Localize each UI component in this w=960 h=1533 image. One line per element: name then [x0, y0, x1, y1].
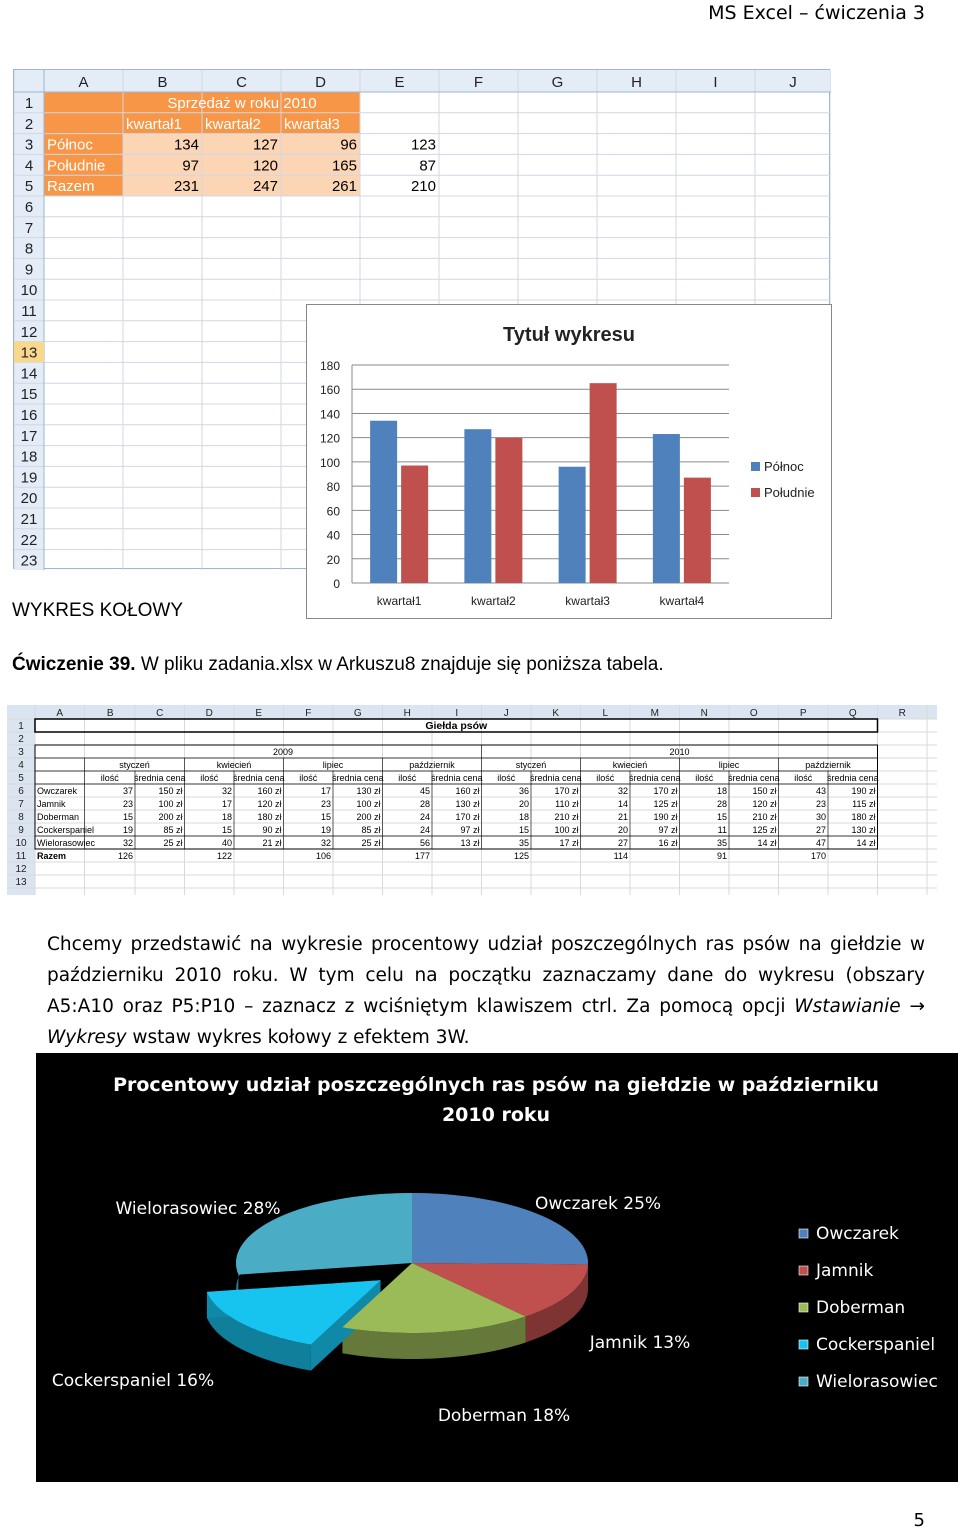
- year-header: 2009: [272, 747, 294, 757]
- cell-value: 20: [617, 825, 628, 835]
- column-header[interactable]: E: [394, 74, 405, 91]
- row-header[interactable]: 10: [15, 838, 27, 849]
- row-header[interactable]: 8: [18, 812, 24, 823]
- column-header[interactable]: L: [602, 708, 609, 719]
- y-tick-label: 160: [319, 383, 340, 398]
- chart-title-line: Procentowy udział poszczególnych ras psów na giełdzie w październiku: [113, 1074, 879, 1096]
- column-header[interactable]: A: [78, 74, 89, 91]
- column-header[interactable]: P: [799, 708, 807, 719]
- cell-value: 14: [617, 799, 628, 809]
- cell-value: 16 zł: [658, 838, 678, 848]
- sub-header: ilość: [695, 773, 714, 783]
- column-header[interactable]: M: [650, 708, 659, 719]
- row-header[interactable]: 14: [20, 365, 38, 383]
- sheet2-grid: [7, 705, 937, 895]
- spreadsheet-sales: [13, 69, 830, 608]
- column-header[interactable]: J: [503, 708, 509, 719]
- total-value: 114: [613, 851, 628, 861]
- bar-south: [495, 438, 522, 583]
- quarter-header: kwartał4: [363, 115, 419, 133]
- cell-value: 97 zł: [460, 825, 480, 835]
- chart-title-line: 2010 roku: [441, 1104, 551, 1126]
- breed-label: Jamnik: [37, 799, 66, 809]
- cell-value: 15: [122, 812, 133, 822]
- x-tick-label: kwartał4: [659, 594, 705, 608]
- cell-fill: [123, 154, 360, 175]
- exercise-line: [12, 654, 664, 676]
- cell-value: 35: [518, 838, 529, 848]
- column-header[interactable]: G: [551, 74, 564, 91]
- sub-header: średnia cena: [430, 773, 483, 783]
- row-header[interactable]: 12: [20, 323, 38, 341]
- cell-value: 25 zł: [163, 838, 183, 848]
- month-header: lipiec: [718, 760, 740, 770]
- legend-label: Południe: [764, 485, 815, 500]
- sub-header: ilość: [497, 773, 516, 783]
- cell-value: 210 zł: [752, 812, 777, 822]
- cell-value: 23: [815, 799, 826, 809]
- cell-value: 32: [221, 786, 232, 796]
- bar-south: [401, 466, 428, 583]
- cell-value: 24: [419, 825, 430, 835]
- row-label: Południe: [47, 157, 106, 175]
- cell-value: 32: [122, 838, 133, 848]
- breed-label: Doberman: [37, 812, 80, 822]
- row-header[interactable]: 3: [24, 136, 34, 154]
- row-header[interactable]: 21: [20, 511, 38, 528]
- cell-value: 18: [221, 812, 232, 822]
- cell-value: 150 zł: [158, 786, 183, 796]
- y-tick-label: 120: [319, 431, 340, 446]
- row-header[interactable]: 1: [18, 721, 24, 732]
- cell-value: 97 zł: [658, 825, 678, 835]
- x-tick-label: kwartał3: [565, 594, 610, 608]
- exercise-label: Ćwiczenie 39.: [12, 654, 136, 675]
- cell-value: 19: [320, 825, 331, 835]
- cell-value: 56: [419, 838, 430, 848]
- bar-chart: [306, 304, 832, 619]
- cell-value: 160 zł: [455, 786, 480, 796]
- cell-value: 18: [716, 786, 727, 796]
- chart-title: [113, 1074, 879, 1126]
- cell-value: 127: [252, 136, 278, 154]
- column-header[interactable]: K: [552, 708, 560, 719]
- y-tick-label: 180: [319, 359, 340, 373]
- column-header[interactable]: H: [631, 74, 642, 91]
- legend-label: Owczarek: [816, 1224, 899, 1244]
- total-label: Razem: [37, 851, 67, 861]
- total-value: 125: [513, 851, 529, 861]
- cell-value: 87: [419, 157, 436, 175]
- column-header[interactable]: G: [353, 708, 362, 719]
- sub-header: ilość: [596, 773, 615, 783]
- legend-swatch: [799, 1303, 808, 1312]
- row-header[interactable]: 5: [24, 178, 34, 196]
- legend-swatch: [799, 1340, 808, 1349]
- spreadsheet-dog-market: [7, 705, 937, 895]
- data-label: Wielorasowiec 28%: [115, 1199, 281, 1219]
- cell-value: 100 zł: [158, 799, 183, 809]
- legend-label: Północ: [764, 459, 804, 474]
- cell-value: 20: [518, 799, 529, 809]
- sub-header: ilość: [398, 773, 417, 783]
- cell-value: 180 zł: [257, 812, 282, 822]
- cell-value: 200 zł: [356, 812, 381, 822]
- option-insert: Wstawianie: [794, 996, 901, 1017]
- cell-value: 27: [815, 825, 826, 835]
- data-label: Doberman 18%: [437, 1406, 571, 1426]
- cell-fill: [123, 134, 360, 155]
- legend-label: Doberman: [816, 1298, 906, 1318]
- row-header[interactable]: 9: [18, 825, 24, 836]
- cell-value: 120 zł: [752, 799, 777, 809]
- cell-value: 13 zł: [460, 838, 480, 848]
- x-tick-label: kwartał1: [376, 594, 422, 608]
- month-header: styczeń: [119, 760, 150, 770]
- column-header[interactable]: B: [106, 708, 114, 719]
- row-header[interactable]: 4: [24, 157, 34, 175]
- cell-value: 35: [716, 838, 727, 848]
- row-header[interactable]: 23: [20, 552, 38, 570]
- cell-value: 14 zł: [757, 838, 777, 848]
- row-header[interactable]: 16: [20, 407, 38, 424]
- column-header-bar: [14, 70, 831, 92]
- row-header[interactable]: 11: [21, 303, 37, 320]
- column-header[interactable]: A: [56, 708, 64, 719]
- page-number: 5: [913, 1510, 925, 1531]
- column-header[interactable]: D: [205, 708, 213, 719]
- month-header: styczeń: [515, 760, 547, 770]
- cell-value: 97: [182, 157, 199, 175]
- column-header[interactable]: Q: [848, 708, 857, 719]
- cell-value: 247: [252, 178, 278, 196]
- cell-value: 210 zł: [554, 812, 579, 822]
- y-tick-label: 60: [326, 504, 340, 519]
- total-value: 170: [810, 851, 826, 861]
- cell-value: 43: [815, 786, 826, 796]
- row-header[interactable]: 4: [18, 760, 24, 771]
- sub-header: średnia cena: [133, 773, 186, 783]
- row-header[interactable]: 13: [20, 344, 38, 362]
- cell-value: 27: [617, 838, 628, 848]
- legend-label: Cockerspaniel: [816, 1335, 936, 1355]
- section-heading: WYKRES KOŁOWY: [12, 600, 184, 621]
- column-header[interactable]: D: [315, 74, 326, 91]
- row-header[interactable]: 13: [15, 877, 27, 888]
- chart-title: Tytuł wykresu: [503, 324, 635, 346]
- cell-value: 23: [122, 799, 133, 809]
- column-header[interactable]: C: [156, 708, 164, 719]
- data-label: Cockerspaniel 16%: [51, 1371, 215, 1391]
- option-charts: Wykresy: [47, 1027, 127, 1048]
- para-text-1: Chcemy przedstawić na wykresie procentowy udział poszczególnych ras psów na giełdzie w październiku 2010 roku. W tym celu na początku zaznaczamy dane do wykresu (obszary A5:A10 oraz P5:P10 – zaznacz z wciśniętym klawiszem ctrl. Za pomocą opcji: [47, 934, 925, 1017]
- month-header: kwiecień: [612, 760, 648, 770]
- column-header[interactable]: I: [713, 74, 718, 91]
- cell-value: 28: [419, 799, 430, 809]
- year-header: 2010: [669, 747, 690, 757]
- sub-header: średnia cena: [628, 773, 681, 783]
- y-tick-label: 100: [319, 455, 340, 470]
- cell-value: 19: [122, 825, 133, 835]
- cell-value: 90 zł: [262, 825, 282, 835]
- row-header[interactable]: 10: [20, 282, 38, 300]
- sub-header: ilość: [299, 773, 318, 783]
- month-header: październik: [409, 760, 455, 770]
- row-header[interactable]: 6: [18, 786, 24, 797]
- cell-value: 15: [320, 812, 331, 822]
- bar-north: [653, 434, 680, 583]
- row-label: Północ: [47, 136, 93, 154]
- sub-header: ilość: [100, 773, 119, 783]
- cell-value: 180 zł: [851, 812, 876, 822]
- cell-value: 200 zł: [158, 812, 183, 822]
- cell-value: 100 zł: [554, 825, 579, 835]
- y-tick-label: 40: [326, 528, 340, 543]
- row-header[interactable]: 7: [18, 799, 24, 810]
- row-header[interactable]: 2: [24, 115, 34, 133]
- page-header: MS Excel – ćwiczenia 3: [708, 2, 925, 24]
- column-header[interactable]: R: [898, 708, 906, 719]
- total-value: 122: [216, 851, 232, 861]
- cell-value: 130 zł: [851, 825, 876, 835]
- cell-value: 170 zł: [653, 786, 678, 796]
- column-header[interactable]: I: [455, 708, 459, 719]
- row-header[interactable]: 8: [24, 240, 34, 258]
- bar-north: [370, 421, 397, 583]
- breed-label: Wielorasowiec: [37, 838, 96, 848]
- column-header[interactable]: B: [157, 74, 168, 91]
- row-header[interactable]: 20: [20, 490, 38, 508]
- cell-value: 40: [221, 838, 232, 848]
- table-title: Giełda psów: [425, 720, 488, 732]
- quarter-header: kwartał3: [284, 115, 340, 133]
- legend-label: Wielorasowiec: [816, 1372, 938, 1392]
- cell-value: 96: [340, 136, 357, 154]
- cell-value: 210: [410, 178, 436, 196]
- row-header[interactable]: 9: [24, 261, 34, 279]
- cell-value: 120: [252, 157, 278, 175]
- legend-label: Jamnik: [816, 1261, 874, 1281]
- x-tick-label: kwartał2: [471, 594, 516, 608]
- column-header[interactable]: F: [305, 708, 312, 719]
- cell-value: 100 zł: [356, 799, 381, 809]
- pie-chart-svg: [36, 1053, 958, 1482]
- cell-value: 150 zł: [752, 786, 777, 796]
- row-header[interactable]: 15: [20, 386, 38, 404]
- cell-value: 45: [419, 786, 430, 796]
- row-header[interactable]: 2: [18, 734, 24, 745]
- row-header[interactable]: 6: [24, 199, 34, 216]
- cell-value: 160 zł: [257, 786, 282, 796]
- cell-value: 25 zł: [361, 838, 381, 848]
- sub-header: średnia cena: [529, 773, 582, 783]
- legend-swatch: [799, 1229, 808, 1238]
- cell-value: 37: [122, 786, 133, 796]
- cell-value: 190 zł: [653, 812, 678, 822]
- cell-value: 24: [419, 812, 430, 822]
- cell-value: 123: [410, 136, 436, 154]
- row-header[interactable]: 18: [20, 448, 38, 466]
- column-header[interactable]: N: [700, 708, 708, 719]
- bar-chart-svg: [307, 305, 833, 620]
- cell-value: 17 zł: [559, 838, 579, 848]
- row-header[interactable]: 12: [15, 864, 27, 875]
- data-label: Owczarek 25%: [534, 1194, 662, 1214]
- col-header-bar: [7, 705, 937, 719]
- month-header: lipiec: [322, 760, 344, 770]
- cell-value: 261: [331, 178, 357, 196]
- row-header[interactable]: 7: [24, 219, 34, 237]
- cell-value: 15: [221, 825, 232, 835]
- data-label: Jamnik 13%: [589, 1333, 691, 1353]
- instruction-paragraph: [47, 929, 925, 1053]
- total-value: 126: [117, 851, 133, 861]
- cell-value: 85 zł: [163, 825, 183, 835]
- column-header[interactable]: F: [473, 74, 484, 91]
- cell-value: 115 zł: [852, 799, 876, 809]
- table-title: Sprzedaż w roku 2010: [167, 95, 317, 112]
- cell-value: 170 zł: [554, 786, 579, 796]
- legend-swatch: [751, 462, 760, 471]
- total-value: 177: [414, 851, 430, 861]
- cell-value: 125 zł: [653, 799, 678, 809]
- total-value: 91: [716, 851, 727, 861]
- cell-value: 130 zł: [455, 799, 480, 809]
- cell-value: 165: [331, 157, 357, 175]
- cell-value: 18: [518, 812, 529, 822]
- sub-header: ilość: [200, 773, 219, 783]
- row-header[interactable]: 11: [15, 851, 27, 862]
- row-header[interactable]: 1: [24, 95, 34, 112]
- cell-value: 85 zł: [361, 825, 381, 835]
- row-header[interactable]: 3: [18, 747, 24, 758]
- cell-value: 170 zł: [455, 812, 480, 822]
- breed-label: Cockerspaniel: [37, 825, 95, 835]
- cell-value: 30: [815, 812, 826, 822]
- bar-north: [559, 467, 586, 583]
- cell-value: 11: [717, 825, 727, 835]
- cell-value: 21 zł: [262, 838, 282, 848]
- arrow: →: [900, 996, 925, 1017]
- legend-swatch: [799, 1266, 808, 1275]
- total-value: 106: [315, 851, 331, 861]
- bar-south: [684, 478, 711, 583]
- sub-header: ilość: [794, 773, 813, 783]
- cell-value: 14 zł: [856, 838, 876, 848]
- row-header[interactable]: 5: [18, 773, 24, 784]
- pie-chart: [36, 1053, 958, 1482]
- cell-value: 110 zł: [555, 799, 579, 809]
- cell-value: 32: [320, 838, 331, 848]
- cell-value: 28: [716, 799, 727, 809]
- row-header[interactable]: 22: [20, 531, 38, 549]
- row-header[interactable]: 19: [20, 469, 38, 487]
- cell-value: 17: [221, 799, 232, 809]
- breed-label: Owczarek: [37, 786, 78, 796]
- quarter-header: kwartał1: [126, 115, 182, 133]
- cell-fill: [123, 175, 360, 196]
- column-header[interactable]: C: [236, 74, 247, 91]
- cell-value: 15: [518, 825, 529, 835]
- cell-value: 231: [173, 178, 199, 196]
- cell-value: 190 zł: [851, 786, 876, 796]
- column-header[interactable]: E: [255, 708, 263, 719]
- cell-value: 21: [617, 812, 628, 822]
- cell-value: 47: [815, 838, 826, 848]
- column-header[interactable]: J: [789, 74, 797, 91]
- cell-value: 17: [320, 786, 331, 796]
- cell-value: 32: [617, 786, 628, 796]
- cell-value: 134: [173, 136, 199, 154]
- y-tick-label: 140: [319, 407, 340, 422]
- sub-header: średnia cena: [826, 773, 879, 783]
- cell-value: 130 zł: [356, 786, 381, 796]
- y-tick-label: 80: [326, 480, 340, 495]
- para-text-2: wstaw wykres kołowy z efektem 3W.: [126, 1027, 470, 1048]
- cell-value: 23: [320, 799, 331, 809]
- exercise-text: W pliku zadania.xlsx w Arkuszu8 znajduje się poniższa tabela.: [140, 654, 664, 675]
- legend-swatch: [751, 488, 760, 497]
- quarter-header: kwartał2: [205, 115, 261, 133]
- y-tick-label: 0: [333, 577, 340, 591]
- row-header[interactable]: 17: [20, 427, 38, 445]
- row-label: Razem: [47, 178, 95, 196]
- cell-value: 125 zł: [752, 825, 777, 835]
- sub-header: średnia cena: [232, 773, 285, 783]
- sub-header: średnia cena: [727, 773, 780, 783]
- cell-value: 15: [716, 812, 727, 822]
- column-header[interactable]: H: [403, 708, 411, 719]
- month-header: październik: [805, 760, 851, 770]
- cell-value: 36: [518, 786, 529, 796]
- column-header[interactable]: O: [749, 708, 758, 719]
- bar-north: [464, 429, 491, 583]
- sub-header: średnia cena: [331, 773, 384, 783]
- month-header: kwiecień: [216, 760, 252, 770]
- legend-swatch: [799, 1377, 808, 1386]
- y-tick-label: 20: [326, 552, 340, 567]
- bar-south: [590, 383, 617, 583]
- cell-value: 120 zł: [257, 799, 282, 809]
